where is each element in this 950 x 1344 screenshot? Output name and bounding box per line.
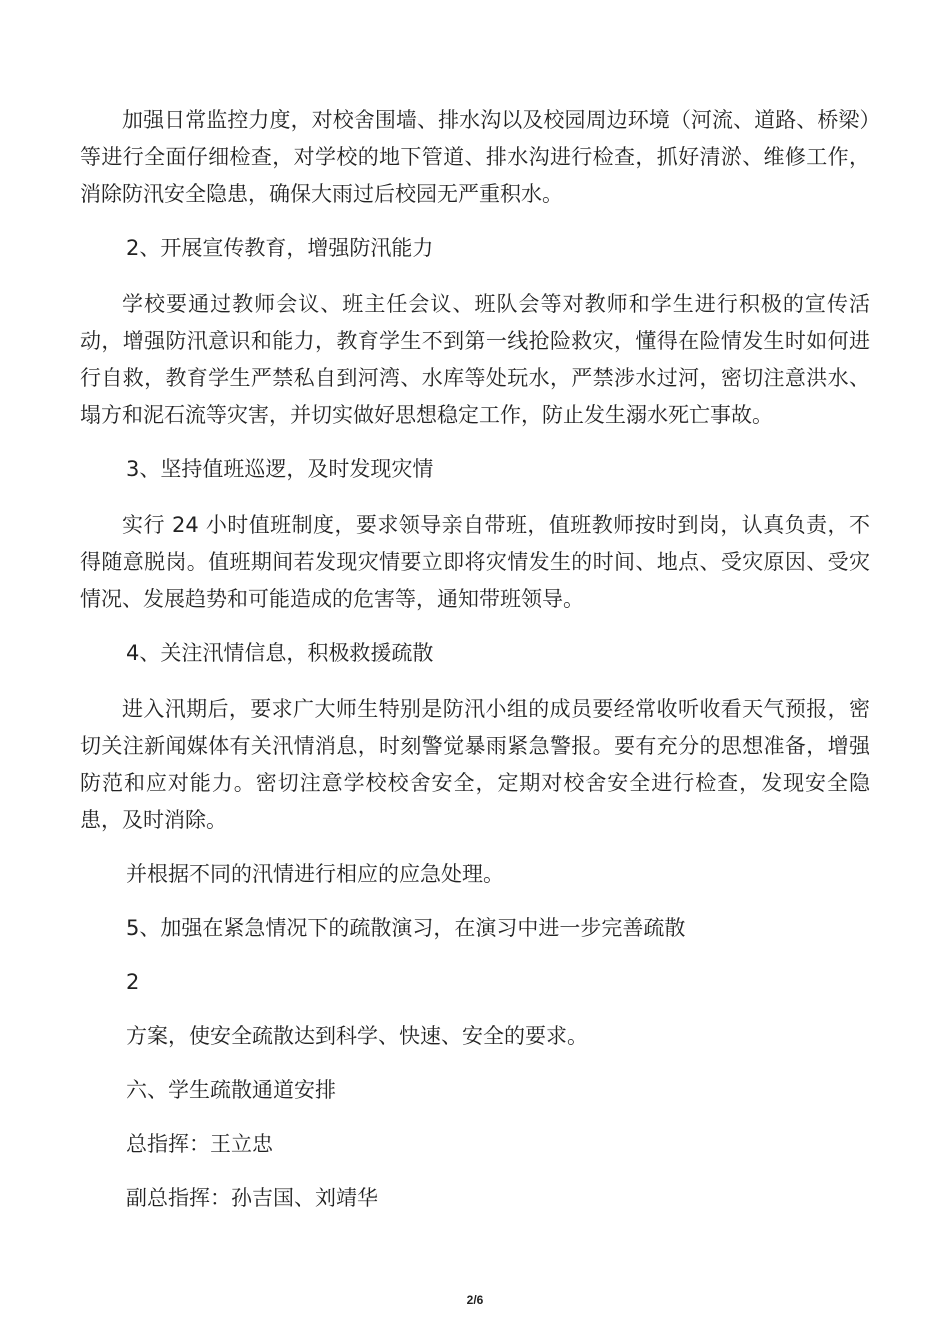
commander-line: 总指挥：王立忠 <box>126 1132 273 1156</box>
paragraph-monitoring: 加强日常监控力度，对校舍围墙、排水沟以及校园周边环境（河流、道路、桥梁）等进行全面仔细检查，对学校的地下管道、排水沟进行检查，抓好清淤、维修工作，消除防汛安全隐患，确保大雨过后校园无严重积水。 <box>80 108 870 206</box>
paragraph-emergency-handling: 并根据不同的汛情进行相应的应急处理。 <box>126 862 504 886</box>
deputy-commander-line: 副总指挥：孙吉国、刘靖华 <box>126 1186 378 1210</box>
document-body <box>80 102 870 1217</box>
paragraph-publicity-education: 学校要通过教师会议、班主任会议、班队会等对教师和学生进行积极的宣传活动，增强防汛意识和能力，教育学生不到第一线抢险救灾，懂得在险情发生时如何进行自救，教育学生严禁私自到河湾、水库等处玩水，严禁涉水过河，密切注意洪水、塌方和泥石流等灾害，并切实做好思想稳定工作，防止发生溺水死亡事故。 <box>80 292 870 427</box>
heading-publicity-education: 2、开展宣传教育，增强防汛能力 <box>126 236 434 260</box>
paragraph-evacuation-plan: 方案，使安全疏散达到科学、快速、安全的要求。 <box>126 1024 588 1048</box>
inline-number: 2 <box>126 970 140 994</box>
heading-evacuation-drill: 5、加强在紧急情况下的疏散演习，在演习中进一步完善疏散 <box>126 916 686 940</box>
heading-flood-info: 4、关注汛情信息，积极救援疏散 <box>126 641 434 665</box>
paragraph-duty-patrol: 实行 24 小时值班制度，要求领导亲自带班，值班教师按时到岗，认真负责，不得随意脱岗。值班期间若发现灾情要立即将灾情发生的时间、地点、受灾原因、受灾情况、发展趋势和可能造成的危害等，通知带班领导。 <box>80 513 870 611</box>
heading-evacuation-routes: 六、学生疏散通道安排 <box>126 1078 336 1102</box>
paragraph-flood-info: 进入汛期后，要求广大师生特别是防汛小组的成员要经常收听收看天气预报，密切关注新闻媒体有关汛情消息，时刻警觉暴雨紧急警报。要有充分的思想准备，增强防范和应对能力。密切注意学校校舍安全，定期对校舍安全进行检查，发现安全隐患，及时消除。 <box>80 697 870 832</box>
heading-duty-patrol: 3、坚持值班巡逻，及时发现灾情 <box>126 457 434 481</box>
page-number: 2/6 <box>466 1293 484 1307</box>
